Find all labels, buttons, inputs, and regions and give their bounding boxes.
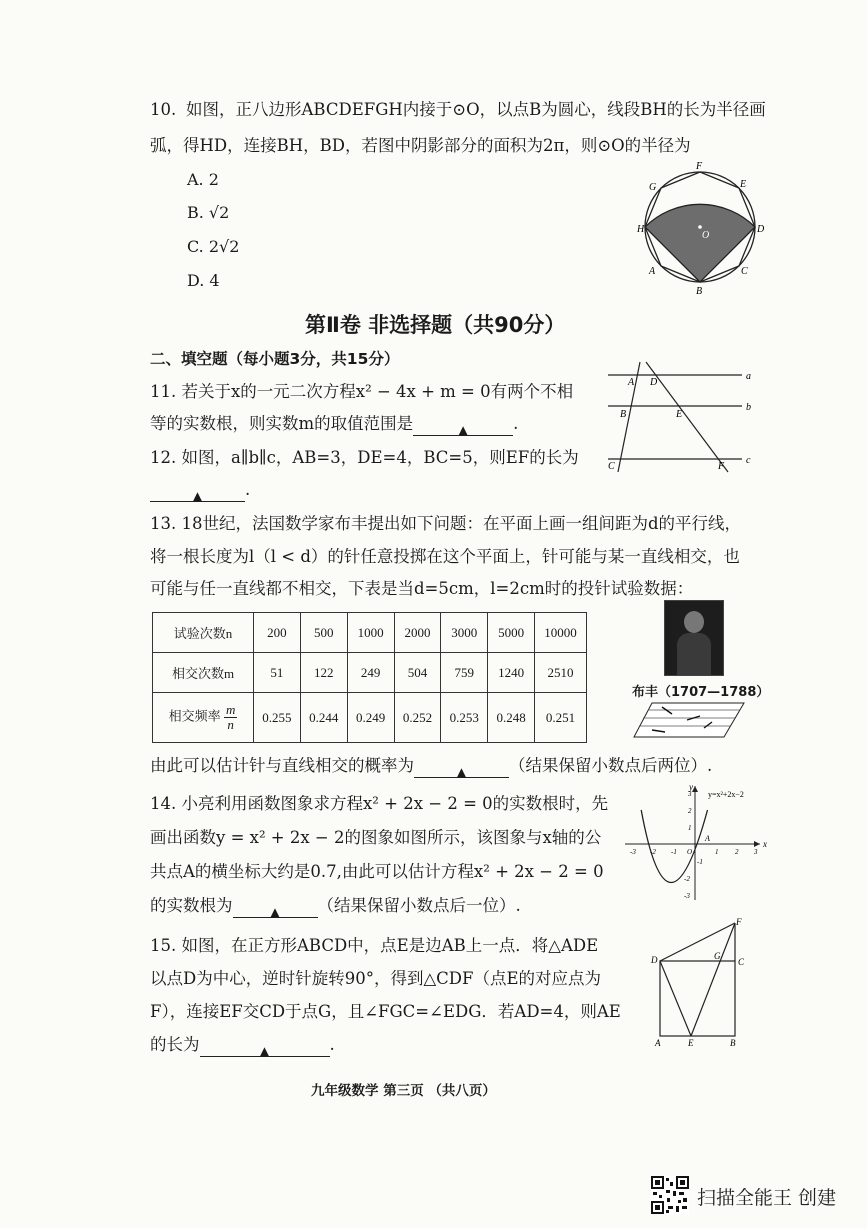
fraction-denominator: n [227,717,234,732]
q13-line1: 13. 18世纪，法国数学家布丰提出如下问题：在平面上画一组间距为d的平行线， [150,514,742,533]
table-cell: 1240 [488,653,535,693]
q14-function-graph [620,780,770,905]
q13-answer-blank[interactable] [414,757,509,778]
table-row [153,693,587,743]
q11-answer-blank[interactable] [413,415,513,436]
table-cell: 0.253 [441,693,488,743]
q15-line4 [150,1033,335,1057]
q11-line1: 11. 若关于x的一元二次方程x² − 4x + m = 0有两个不相 [150,382,574,401]
label-d: D [757,224,765,235]
label-a: A [655,1038,661,1048]
table-cell: 1000 [347,613,394,653]
x-tick-label: -3 [630,848,636,856]
label-c-point: C [608,461,615,472]
x-tick-label: 2 [735,848,739,856]
q15-line4-text: 的长为 [150,1035,200,1054]
table-cell: 249 [347,653,394,693]
label-b: B [730,1038,736,1048]
q15-line1: 15. 如图，在正方形ABCD中，点E是边AB上一点．将△ADE [150,936,599,955]
label-e-point: E [676,409,683,420]
parabola-curve [641,810,707,883]
table-cell: 122 [300,653,347,693]
q13-line4 [150,754,712,778]
portrait-face [684,611,704,633]
segment-de [660,961,691,1036]
table-cell: 2000 [394,613,441,653]
needle-board-figure [632,700,747,740]
point-a-label: A [705,834,710,843]
table-cell: 200 [254,613,301,653]
table-row [153,613,587,653]
y-tick-label: 2 [688,807,692,815]
x-axis-arrow [754,841,760,847]
q14-line3: 共点A的横坐标大约是0.7,由此可以估计方程x² + 2x − 2 = 0 [150,862,604,881]
table-cell: 0.251 [535,693,587,743]
table-cell: 0.248 [488,693,535,743]
table-cell: 相交次数m [153,653,254,693]
label-h: H [637,224,645,235]
q14-line4 [150,894,521,918]
table-cell: 500 [300,613,347,653]
q10-line1: 如图，正八边形ABCDEFGH内接于⊙O，以点B为圆心，线段BH的长为半径画 [186,100,766,119]
section2-title: 第Ⅱ卷 非选择题（共90分） [305,313,566,337]
y-axis-label: y [689,782,693,792]
table-cell: 0.252 [394,693,441,743]
q14-line1: 14. 小亮利用函数图象求方程x² + 2x − 2 = 0的实数根时，先 [150,794,609,813]
label-d-point: D [650,377,658,388]
y-tick-label: -1 [697,858,703,866]
fill-in-heading: 二、填空题（每小题3分，共15分） [150,350,400,368]
label-c: C [738,957,745,967]
q13-blank-marker: ▲ [456,765,467,779]
table-cell: 0.255 [254,693,301,743]
table-cell: 试验次数n [153,613,254,653]
y-tick-label: -3 [684,892,690,900]
x-axis-label: x [763,839,767,849]
label-f: F [736,917,742,927]
q11-parallel-lines-figure [600,360,760,475]
q13-line3: 可能与任一直线都不相交，下表是当d=5cm，l=2cm时的投针试验数据： [150,579,694,598]
q10-option-b: B. √2 [187,203,230,222]
label-f-point: F [718,461,725,472]
segment-df [660,923,735,961]
table-cell: 504 [394,653,441,693]
label-line-c: c [746,455,751,466]
label-b: B [696,286,703,297]
q12-blank-marker: ▲ [192,489,203,503]
q11-line2-text: 等的实数根，则实数m的取值范围是 [150,414,414,433]
q10-option-c: C. 2√2 [187,237,240,256]
q15-blank-marker: ▲ [259,1044,270,1058]
label-a-point: A [628,377,635,388]
frequency-label: 相交频率 [168,708,221,724]
table-cell: 2510 [535,653,587,693]
q14-answer-blank[interactable] [233,897,318,918]
label-line-a: a [746,371,751,382]
q13-line4-text: 由此可以估计针与直线相交的概率为 [150,756,414,775]
label-d: D [651,955,658,965]
x-tick-label: 1 [715,848,719,856]
q10-number: 10. [150,100,177,119]
label-a: A [649,266,656,277]
label-c: C [741,266,748,277]
y-tick-labels [684,790,703,900]
label-e: E [688,1038,694,1048]
q12-answer-blank[interactable] [150,481,245,502]
q15-end: . [329,1035,335,1054]
q14-line4-end: （结果保留小数点后一位）. [317,896,521,915]
q15-line2: 以点D为中心，逆时针旋转90°，得到△CDF（点E的对应点为 [150,969,602,988]
label-line-b: b [746,402,751,413]
fraction-numerator: m [225,702,236,717]
label-g: G [649,182,657,193]
q10-line2: 弧，得HD，连接BH，BD，若图中阴影部分的面积为2π，则⊙O的半径为 [150,136,691,155]
buffon-caption: 布丰（1707—1788） [632,685,770,700]
page-footer: 九年级数学 第三页 （共八页） [311,1083,496,1099]
q11-line2 [150,412,518,436]
q15-line3: F），连接EF交CD于点G，且∠FGC=∠EDG．若AD=4，则AE [150,1002,621,1021]
label-b-point: B [620,409,627,420]
shaded-sector [645,204,755,282]
q14-line2: 画出函数y = x² + 2x − 2的图象如图所示，该图象与x轴的公 [150,828,602,847]
q10-option-a: A. 2 [187,170,219,189]
table-cell: 0.249 [347,693,394,743]
q10-option-d: D. 4 [187,271,220,290]
x-tick-label: -1 [671,848,677,856]
q12-line2 [150,478,250,502]
q13-line2: 将一根长度为l（l < d）的针任意投掷在这个平面上，针可能与某一直线相交，也 [150,547,740,566]
q15-square-figure [650,915,750,1050]
label-o: O [702,230,710,241]
q13-line4-end: （结果保留小数点后两位）. [509,756,713,775]
table-row [153,653,587,693]
q14-line4-text: 的实数根为 [150,896,233,915]
label-g: G [714,951,721,961]
y-tick-label: 3 [688,790,692,798]
q14-blank-marker: ▲ [270,905,280,919]
q10-octagon-figure [637,160,770,297]
x-tick-label: 3 [754,848,758,856]
q12-end: . [245,480,251,499]
table-cell: 759 [441,653,488,693]
qr-code-icon [651,1176,689,1214]
label-f: F [696,161,703,172]
origin-label: O [687,848,693,856]
table-cell: 5000 [488,613,535,653]
table-cell: 10000 [535,613,587,653]
buffon-portrait [664,600,724,676]
y-tick-label: -2 [684,875,690,883]
table-cell: 51 [254,653,301,693]
q15-answer-blank[interactable] [200,1036,330,1057]
portrait-body [677,633,711,675]
q12-line1: 12. 如图，a∥b∥c，AB=3，DE=4，BC=5，则EF的长为 [150,448,579,467]
transversal-2 [646,362,728,472]
label-e: E [740,179,747,190]
table-cell: 3000 [441,613,488,653]
segment-ef [691,923,735,1036]
frequency-fraction [224,703,237,732]
square-abcd [660,961,735,1036]
center-point [698,225,702,229]
table-cell-frequency-label [153,693,254,743]
q11-end: . [513,414,519,433]
function-label: y=x²+2x−2 [708,790,744,799]
table-cell: 0.244 [300,693,347,743]
q11-blank-marker: ▲ [458,423,468,437]
q13-needle-table [152,612,587,743]
y-tick-label: 1 [688,824,692,832]
scanner-watermark: 扫描全能王 创建 [697,1187,837,1209]
x-tick-label: -2 [650,848,656,856]
